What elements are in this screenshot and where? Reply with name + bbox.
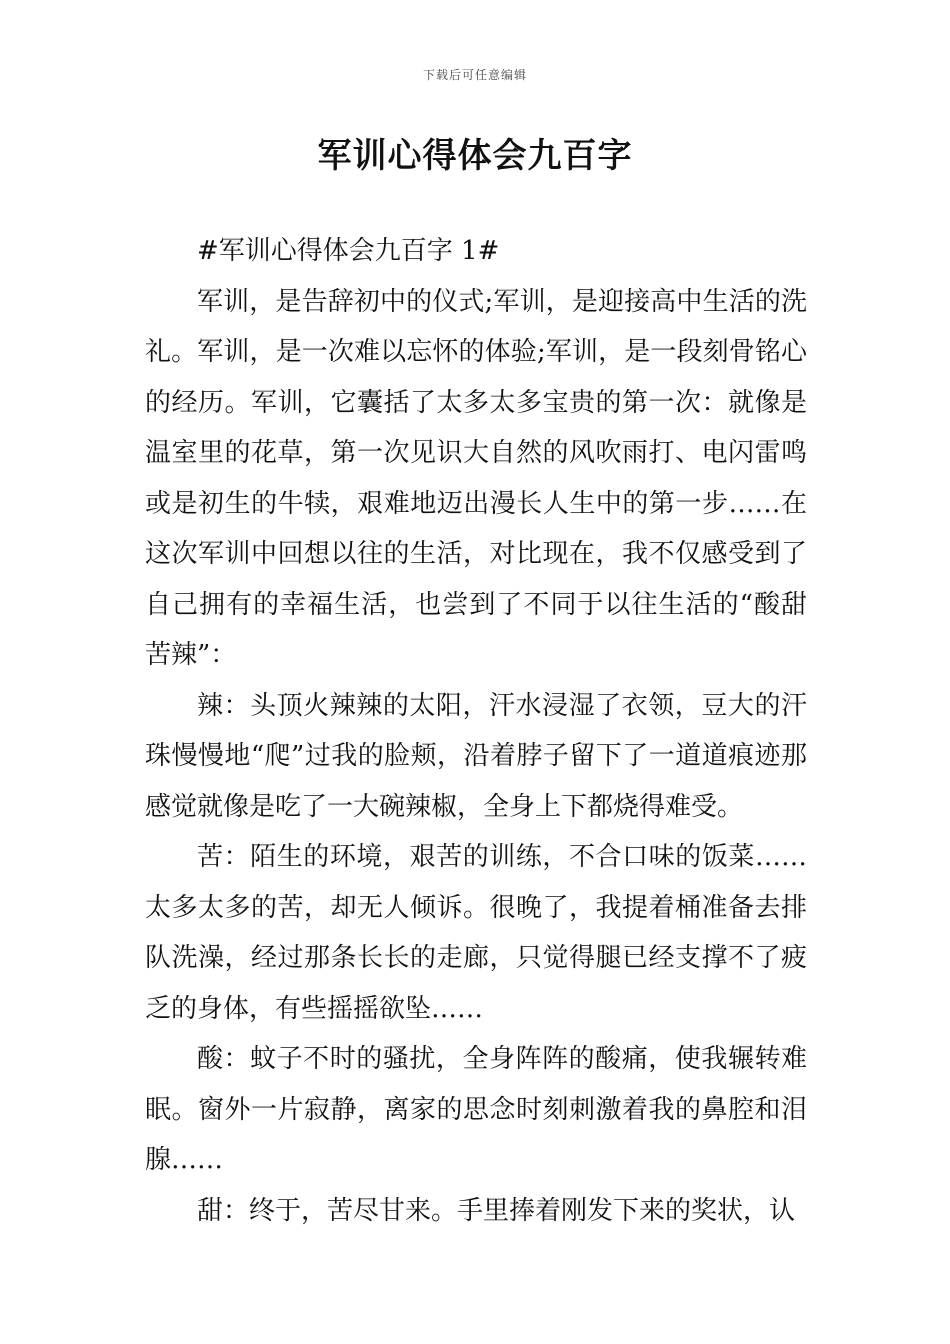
section-heading: #军训心得体会九百字 1# xyxy=(197,236,500,266)
paragraph-sour: 酸：蚊子不时的骚扰，全身阵阵的酸痛，使我辗转难眠。窗外一片寂静，离家的思念时刻刺激着我的鼻腔和泪腺…… xyxy=(145,1044,807,1175)
header-note: 下载后可任意编辑 xyxy=(422,68,527,82)
paragraph-spicy: 辣：头顶火辣辣的太阳，汗水浸湿了衣领，豆大的汗珠慢慢地“爬”过我的脸颊，沿着脖子留下了一道道痕迹那感觉就像是吃了一大碗辣椒，全身上下都烧得难受。 xyxy=(145,690,807,822)
document-body xyxy=(145,226,807,1236)
paragraph-sweet: 甜：终于，苦尽甘来。手里捧着刚发下来的奖状，认 xyxy=(197,1195,796,1226)
paragraph-intro: 军训，是告辞初中的仪式;军训，是迎接高中生活的洗礼。军训，是一次难以忘怀的体验;军训，是一段刻骨铭心的经历。军训，它囊括了太多太多宝贵的第一次：就像是温室里的花草，第一次见识大自然的风吹雨打、电闪雷鸣或是初生的牛犊，艰难地迈出漫长人生中的第一步……在这次军训中回想以往的生活，对比现在，我不仅感受到了自己拥有的幸福生活，也尝到了不同于以往生活的“酸甜苦辣”： xyxy=(145,286,807,670)
paragraph-bitter: 苦：陌生的环境，艰苦的训练，不合口味的饭菜……太多太多的苦，却无人倾诉。很晚了，我提着桶准备去排队洗澡，经过那条长长的走廊，只觉得腿已经支撑不了疲乏的身体，有些摇摇欲坠…… xyxy=(145,842,807,1024)
document-title: 军训心得体会九百字 xyxy=(317,136,633,176)
